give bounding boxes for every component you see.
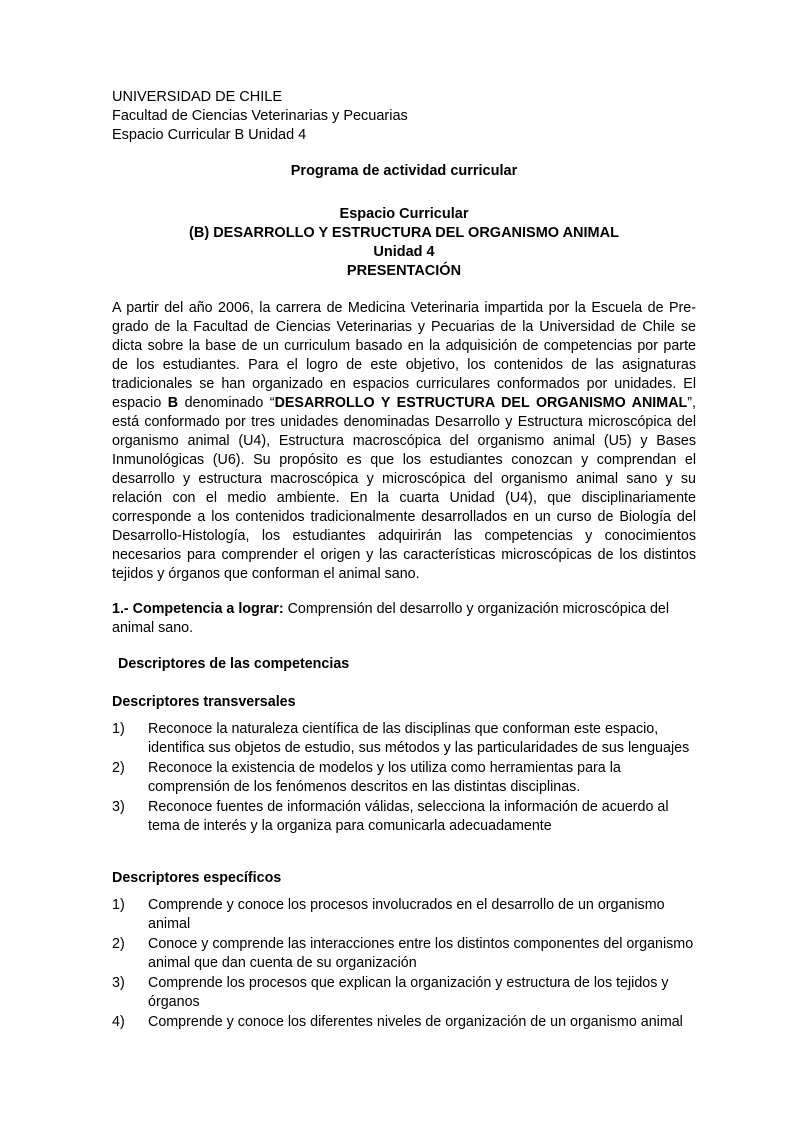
title-espacio-curricular: Espacio Curricular bbox=[339, 205, 469, 222]
title-group bbox=[112, 205, 696, 282]
list-text: Comprende los procesos que explican la organización y estructura de los tejidos y órganos bbox=[148, 975, 669, 1011]
intro-part-3: ”, está conformado por tres unidades denominadas Desarrollo y Estructura microscópica del organismo animal (U4), Estructura macroscópica del organismo animal (U5) y Bases Inmunológicas (U6). Su propósito es que los estudiantes conozcan y comprendan el desarrollo y estructura macroscópica y microscópica del organismo animal sano y su relación con el medio ambiente. En la cuarta Unidad (U4), que disciplinariamente corresponde a los contenidos tradicionalmente desarrollados en un curso de Biología del Desarrollo-Histología, los estudiantes adquirirán las competencias y conocimientos necesarios para comprender el origen y las características microscópicas de los distintos tejidos y órganos que conforman el animal sano. bbox=[112, 395, 696, 583]
competencia-paragraph bbox=[112, 600, 696, 638]
list-marker: 1) bbox=[112, 721, 125, 738]
list-item bbox=[112, 935, 696, 973]
list-item bbox=[112, 798, 696, 836]
list-text: Comprende y conoce los procesos involucrados en el desarrollo de un organismo animal bbox=[148, 897, 665, 933]
descriptores-heading: Descriptores de las competencias bbox=[118, 656, 350, 673]
spacer bbox=[112, 852, 696, 870]
list-marker: 4) bbox=[112, 1014, 125, 1031]
intro-paragraph bbox=[112, 299, 696, 584]
descriptores-especificos-list bbox=[112, 896, 696, 1032]
intro-part-2: denominado “ bbox=[178, 395, 275, 412]
list-marker: 1) bbox=[112, 897, 125, 914]
faculty-name: Facultad de Ciencias Veterinarias y Pecuarias bbox=[112, 107, 408, 124]
title-unidad: Unidad 4 bbox=[373, 243, 435, 260]
list-text: Reconoce la naturaleza científica de las disciplinas que conforman este espacio, identifica sus objetos de estudio, sus métodos y las particularidades de sus lenguajes bbox=[148, 721, 690, 757]
list-item bbox=[112, 720, 696, 758]
university-name: UNIVERSIDAD DE CHILE bbox=[112, 89, 283, 105]
competencia-label: 1.- Competencia a lograr: bbox=[112, 601, 284, 618]
spacer bbox=[112, 684, 696, 694]
list-marker: 2) bbox=[112, 760, 125, 777]
list-item bbox=[112, 759, 696, 797]
list-text: Reconoce la existencia de modelos y los utiliza como herramientas para la comprensión de los fenómenos descritos en las distintas disciplinas. bbox=[148, 760, 621, 796]
institution-header bbox=[112, 88, 696, 145]
competencia-text: Comprensión del desarrollo y organización microscópica del animal sano. bbox=[112, 601, 670, 637]
list-marker: 3) bbox=[112, 975, 125, 992]
descriptores-transversales-heading: Descriptores transversales bbox=[112, 694, 296, 711]
title-espacio-name: (B) DESARROLLO Y ESTRUCTURA DEL ORGANISMO ANIMAL bbox=[189, 224, 619, 241]
curricular-space-line: Espacio Curricular B Unidad 4 bbox=[112, 126, 307, 143]
descriptores-especificos-heading: Descriptores específicos bbox=[112, 870, 282, 887]
list-text: Conoce y comprende las interacciones entre los distintos componentes del organismo animal que dan cuenta de su organización bbox=[148, 936, 694, 972]
list-item bbox=[112, 1013, 696, 1032]
title-presentacion: PRESENTACIÓN bbox=[346, 262, 462, 279]
list-item bbox=[112, 974, 696, 1012]
descriptores-transversales-list bbox=[112, 720, 696, 836]
list-marker: 2) bbox=[112, 936, 125, 953]
intro-part-1: A partir del año 2006, la carrera de Medicina Veterinaria impartida por la Escuela de Pre-grado de la Facultad de Ciencias Veterinarias y Pecuarias de la Universidad de Chile se dicta sobre la base de un curriculum basado en la adquisición de competencias por parte de los estudiantes. Para el logro de este objetivo, los contenidos de las asignaturas tradicionales se han organizado en espacios curriculares conformados por unidades. El espacio bbox=[112, 300, 696, 412]
list-text: Reconoce fuentes de información válidas, selecciona la información de acuerdo al tema de interés y la organiza para comunicarla adecuadamente bbox=[148, 799, 669, 835]
list-text: Comprende y conoce los diferentes niveles de organización de un organismo animal bbox=[148, 1014, 683, 1031]
intro-bold-espacio: DESARROLLO Y ESTRUCTURA DEL ORGANISMO ANIMAL bbox=[274, 395, 688, 412]
page-title: Programa de actividad curricular bbox=[290, 162, 518, 179]
list-marker: 3) bbox=[112, 799, 125, 816]
list-item bbox=[112, 896, 696, 934]
intro-bold-b: B bbox=[167, 395, 179, 412]
